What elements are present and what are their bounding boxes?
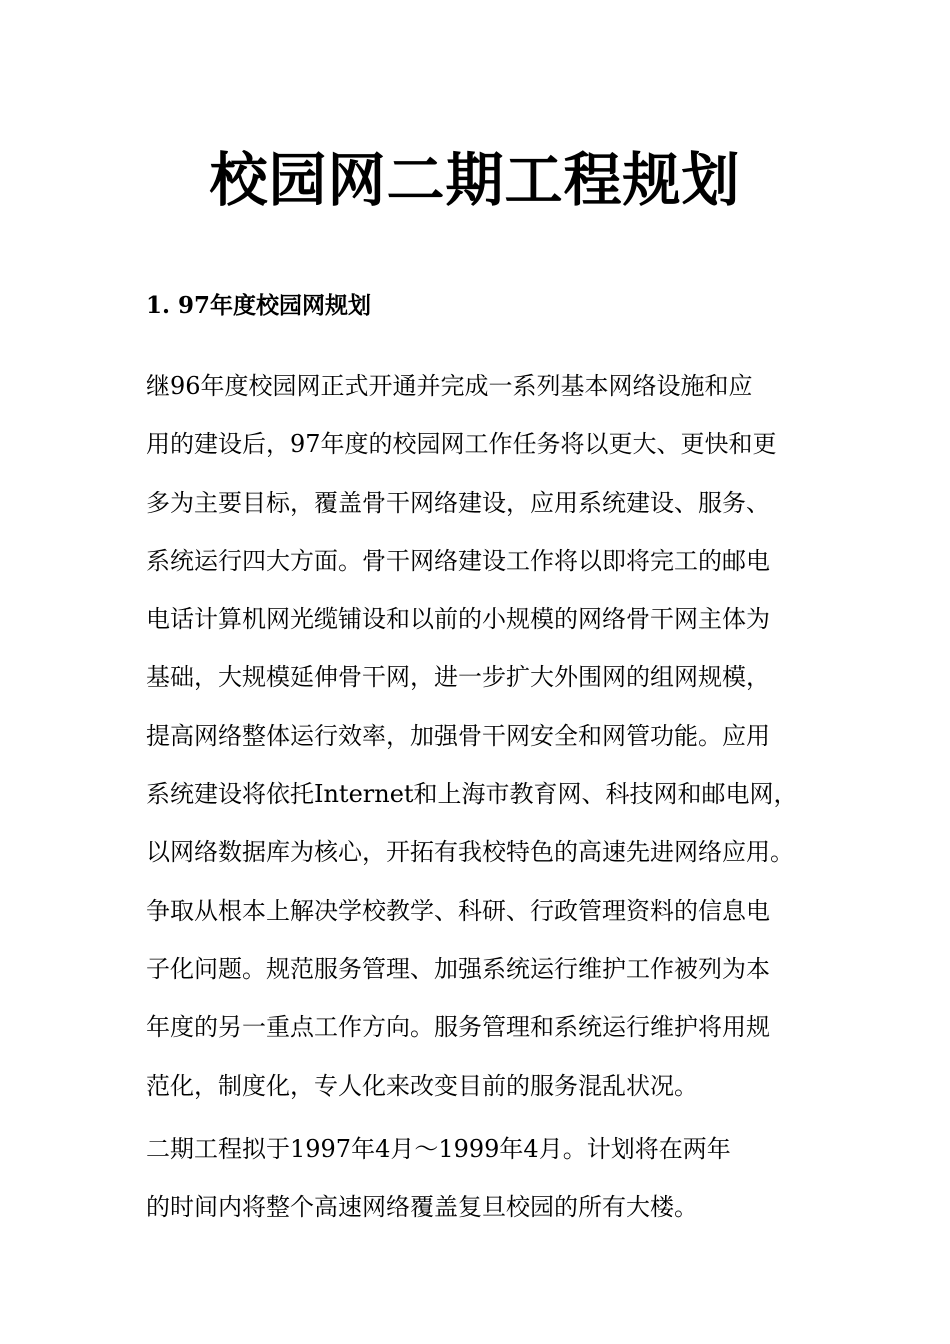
document-title: 校园网二期工程规划 [209, 146, 741, 214]
paragraph-line: 用的建设后，97年度的校园网工作任务将以更大、更快和更 [146, 430, 777, 459]
paragraph-line: 系统运行四大方面。骨干网络建设工作将以即将完工的邮电 [146, 546, 770, 575]
body-paragraph [146, 1120, 846, 1237]
paragraph-line: 提高网络整体运行效率，加强骨干网安全和网管功能。应用 [146, 721, 770, 750]
paragraph-line: 继96年度校园网正式开通并完成一系列基本网络设施和应 [146, 372, 753, 400]
paragraph-line: 基础，大规模延伸骨干网，进一步扩大外围网的组网规模， [146, 663, 770, 692]
paragraph-line: 年度的另一重点工作方向。服务管理和系统运行维护将用规 [146, 1013, 770, 1042]
paragraph-line: 范化，制度化，专人化来改变目前的服务混乱状况。 [146, 1071, 698, 1100]
section-heading: 1. 97年度校园网规划 [146, 292, 372, 319]
paragraph-line: 子化问题。规范服务管理、加强系统运行维护工作被列为本 [146, 954, 770, 983]
paragraph-line: 以网络数据库为核心，开拓有我校特色的高速先进网络应用。 [146, 838, 794, 867]
paragraph-line: 电话计算机网光缆铺设和以前的小规模的网络骨干网主体为 [146, 605, 770, 634]
paragraph-line: 多为主要目标，覆盖骨干网络建设，应用系统建设、服务、 [146, 488, 770, 517]
paragraph-line: 二期工程拟于1997年4月～1999年4月。计划将在两年 [146, 1135, 731, 1163]
paragraph-line: 系统建设将依托Internet和上海市教育网、科技网和邮电网， [146, 780, 798, 809]
paragraph-line: 争取从根本上解决学校教学、科研、行政管理资料的信息电 [146, 896, 770, 925]
paragraph-line: 的时间内将整个高速网络覆盖复旦校园的所有大楼。 [146, 1193, 698, 1222]
body-paragraph [146, 357, 846, 1115]
